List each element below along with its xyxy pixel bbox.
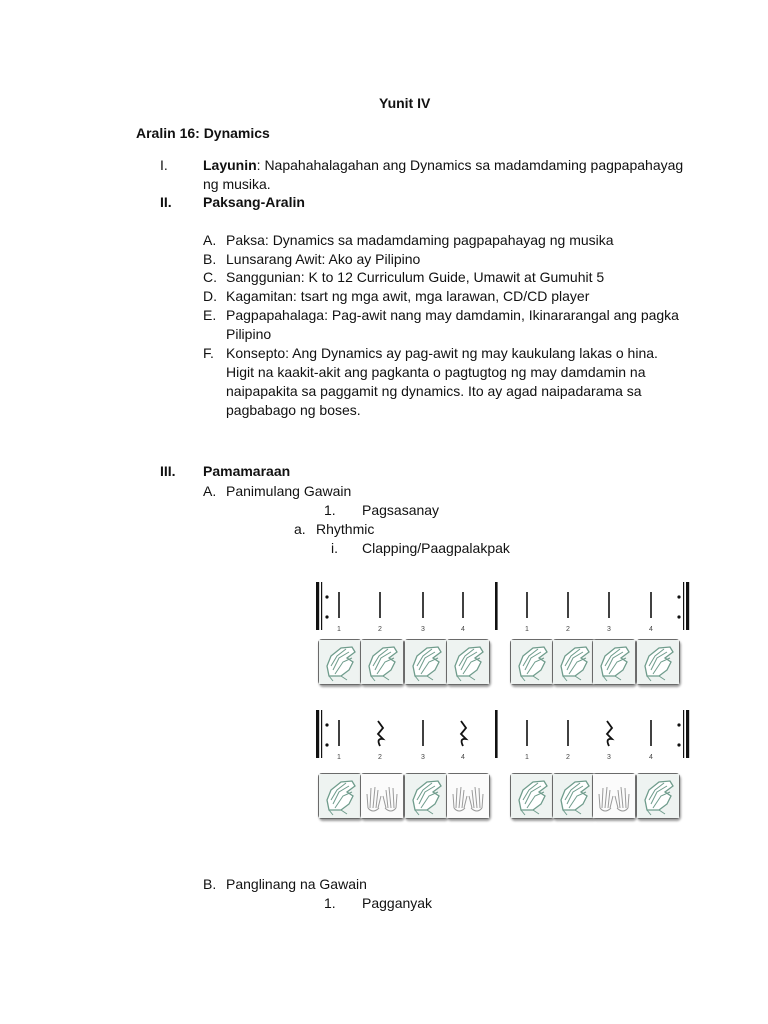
list-letter: C. (203, 269, 217, 285)
section-i-line (203, 156, 683, 174)
beat-number: 4 (649, 754, 653, 761)
section-number: II. (160, 194, 172, 210)
beat-number: 4 (461, 626, 465, 633)
repeat-dot (325, 743, 328, 746)
rhythm-staff (312, 706, 692, 762)
beat-number: 3 (607, 754, 611, 761)
quarter-rest (461, 721, 466, 746)
list-item-text: Konsepto: Ang Dynamics ay pag-awit ng may kaukulang lakas o hina. (226, 345, 658, 361)
list-letter: a. (294, 521, 306, 537)
list-letter: E. (203, 307, 217, 323)
quarter-rest (378, 721, 383, 746)
clapping-hands-icon (318, 773, 362, 819)
beat-number: 3 (607, 626, 611, 633)
beat-number: 3 (421, 754, 425, 761)
clap-card-row (318, 639, 678, 689)
list-item-text: Pagganyak (362, 895, 433, 911)
repeat-thick-barline (316, 710, 319, 758)
repeat-dot (325, 615, 328, 618)
list-item-text: Kagamitan: tsart ng mga awit, mga larawan, CD/CD player (226, 288, 590, 304)
list-item-text: Panglinang na Gawain (226, 876, 367, 892)
clapping-hands-icon (404, 639, 448, 685)
repeat-dot (677, 743, 680, 746)
list-letter: A. (203, 483, 217, 499)
lesson-heading: Aralin 16: Dynamics (136, 125, 270, 141)
list-number: i. (331, 540, 338, 556)
list-item-text: Lunsarang Awit: Ako ay Pilipino (226, 251, 421, 267)
list-letter: F. (203, 345, 214, 361)
section-heading: Paksang-Aralin (203, 194, 305, 210)
measure-barline (495, 710, 498, 758)
beat-number: 3 (421, 626, 425, 633)
list-number: 1. (324, 502, 336, 518)
beat-number: 2 (566, 754, 570, 761)
page-title: Yunit IV (379, 95, 431, 111)
list-item-text: Paksa: Dynamics sa madamdaming pagpapahayag ng musika (226, 232, 614, 248)
section-heading: Pamamaraan (203, 463, 291, 479)
clapping-hands-icon (446, 639, 490, 685)
beat-number: 2 (378, 626, 382, 633)
clapping-hands-icon (510, 639, 554, 685)
measure-barline (495, 582, 498, 630)
layunin-text-continued: ng musika. (203, 176, 271, 192)
clapping-hands-icon (404, 773, 448, 819)
beat-number: 4 (461, 754, 465, 761)
list-letter: B. (203, 251, 217, 267)
clapping-hands-icon (552, 639, 596, 685)
beat-number: 1 (525, 626, 529, 633)
repeat-thin-barline (321, 582, 322, 630)
repeat-dot (677, 723, 680, 726)
clapping-hands-icon (552, 773, 596, 819)
clapping-hands-icon (318, 639, 362, 685)
list-item-text: naipapakita sa paggamit ng dynamics. Ito ay agad naipadarama sa (226, 383, 642, 399)
open-hands-icon (446, 773, 490, 819)
list-item-text: Higit na kaakit-akit ang pagkanta o pagtugtog ng may damdamin na (226, 364, 646, 380)
beat-number: 1 (525, 754, 529, 761)
list-item-text: Rhythmic (316, 521, 375, 537)
beat-number: 1 (337, 626, 341, 633)
list-item-text: Pilipino (226, 326, 272, 342)
list-letter: B. (203, 876, 217, 892)
list-letter: D. (203, 288, 217, 304)
layunin-label: Layunin (203, 157, 257, 173)
list-item-text: Pagpapahalaga: Pag-awit nang may damdamin, Ikinararangal ang pagka (226, 307, 679, 323)
beat-number: 2 (378, 754, 382, 761)
clapping-hands-icon (636, 639, 680, 685)
list-item-text: Panimulang Gawain (226, 483, 352, 499)
clapping-hands-icon (510, 773, 554, 819)
repeat-thick-barline (686, 710, 689, 758)
list-item-text: Sanggunian: K to 12 Curriculum Guide, Umawit at Gumuhit 5 (226, 269, 605, 285)
open-hands-icon (592, 773, 636, 819)
beat-number: 4 (649, 626, 653, 633)
repeat-thick-barline (686, 582, 689, 630)
beat-number: 2 (566, 626, 570, 633)
repeat-thin-barline (683, 582, 684, 630)
clapping-hands-icon (592, 639, 636, 685)
rhythm-staff (312, 578, 692, 634)
repeat-thick-barline (316, 582, 319, 630)
repeat-thin-barline (321, 710, 322, 758)
repeat-dot (677, 615, 680, 618)
list-item-text: Pagsasanay (362, 502, 440, 518)
section-number: III. (160, 463, 176, 479)
clap-card-row (318, 773, 678, 823)
repeat-dot (677, 595, 680, 598)
list-letter: A. (203, 232, 217, 248)
section-number: I. (160, 157, 168, 173)
repeat-dot (325, 723, 328, 726)
list-item-text: Clapping/Paagpalakpak (362, 540, 510, 556)
repeat-dot (325, 595, 328, 598)
clapping-hands-icon (636, 773, 680, 819)
open-hands-icon (360, 773, 404, 819)
layunin-text: : Napahahalagahan ang Dynamics sa madamdaming pagpapahayag (256, 157, 684, 173)
clapping-hands-icon (360, 639, 404, 685)
quarter-rest (607, 721, 612, 746)
list-number: 1. (324, 895, 336, 911)
list-item-text: pagbabago ng boses. (226, 402, 361, 418)
beat-number: 1 (337, 754, 341, 761)
repeat-thin-barline (683, 710, 684, 758)
